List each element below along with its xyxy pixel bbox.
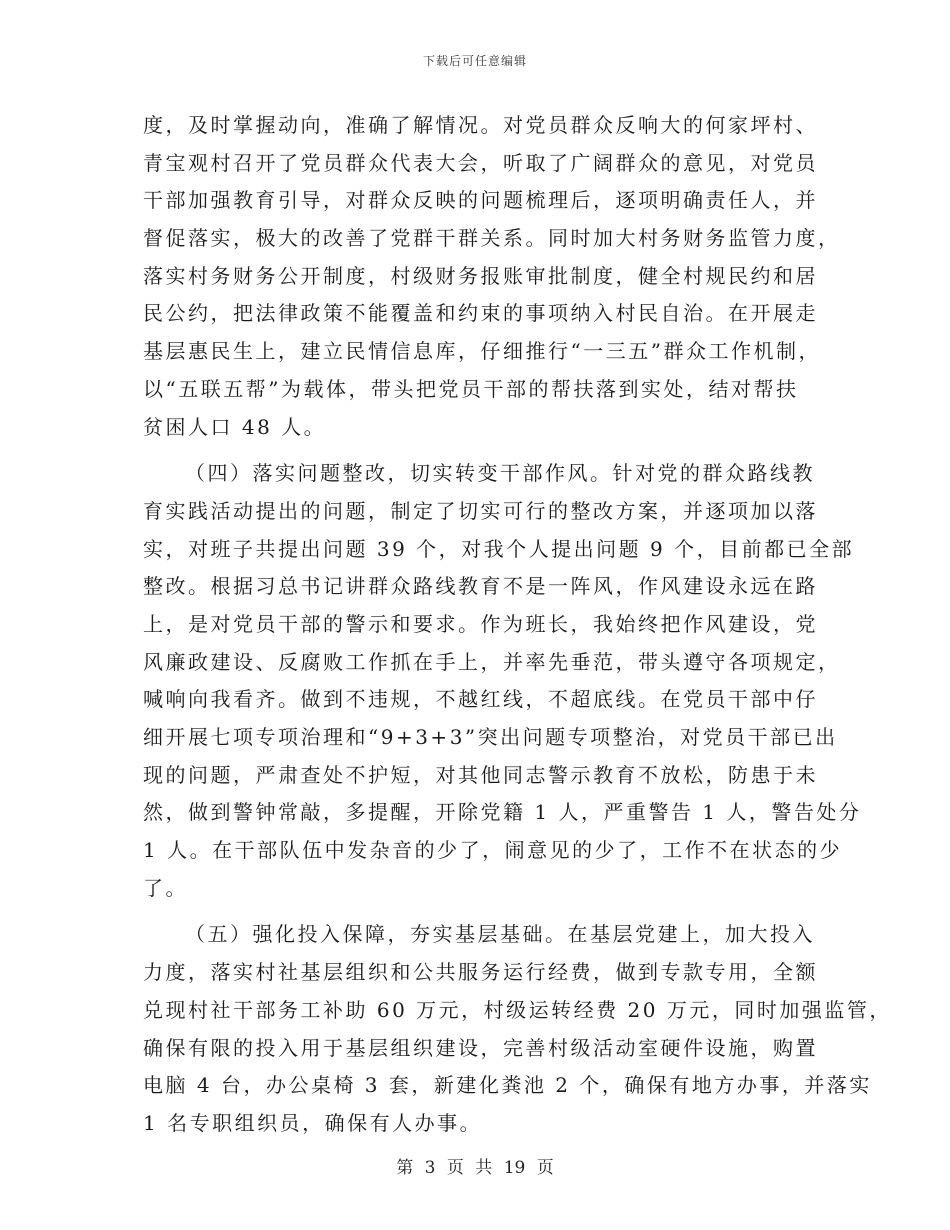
page-number-footer: 第 3 页 共 19 页 (396, 1158, 554, 1178)
text-line: 青宝观村召开了党员群众代表大会，听取了广阔群众的意见，对党员 (143, 150, 818, 175)
text-line: 度，及时掌握动向，准确了解情况。对党员群众反响大的何家坪村、 (143, 113, 818, 137)
text-line: 民公约，把法律政策不能覆盖和约束的事项纳入村民自治。在开展走 (143, 301, 818, 326)
text-line: 然，做到警钟常敲，多提醒，开除党籍 1 人，严重警告 1 人，警告处分 (143, 800, 862, 825)
paragraph (143, 107, 841, 446)
paragraph-gap (143, 907, 815, 916)
paragraph (143, 916, 892, 1142)
text-line: 落实村务财务公开制度，村级财务报账审批制度，健全村规民约和居 (143, 263, 818, 288)
paragraph-gap (143, 446, 815, 455)
text-line: （五）强化投入保障，夯实基层基础。在基层党建上，加大投入 (185, 922, 815, 947)
text-line: 督促落实，极大的改善了党群干群关系。同时加大村务财务监管力度， (143, 226, 841, 251)
document-body (143, 107, 892, 1143)
text-line: 育实践活动提出的问题，制定了切实可行的整改方案，并逐项加以落 (143, 498, 818, 523)
paragraph (143, 455, 862, 907)
text-line: 电脑 4 台，办公桌椅 3 套，新建化粪池 2 个，确保有地方办事，并落实 (143, 1073, 872, 1098)
text-line: 风廉政建设、反腐败工作抓在手上，并率先垂范，带头遵守各项规定， (143, 649, 841, 674)
text-line: 整改。根据习总书记讲群众路线教育不是一阵风，作风建设永远在路 (143, 574, 818, 599)
text-line: 1 人。在干部队伍中发杂音的少了，闹意见的少了，工作不在状态的少 (143, 838, 843, 863)
text-line: （四）落实问题整改，切实转变干部作风。针对党的群众路线教 (185, 461, 815, 486)
text-line: 实，对班子共提出问题 39 个，对我个人提出问题 9 个，目前都已全部 (143, 536, 855, 561)
text-line: 上，是对党员干部的警示和要求。作为班长，我始终把作风建设，党 (143, 611, 818, 636)
text-line: 细开展七项专项治理和“9+3+3”突出问题专项整治，对党员干部已出 (143, 725, 838, 749)
text-line: 兑现村社干部务工补助 60 万元，村级运转经费 20 万元，同时加强监管， (143, 997, 892, 1022)
text-line: 力度，落实村社基层组织和公共服务运行经费，做到专款专用，全额 (143, 960, 818, 985)
page-header-note: 下载后可任意编辑 (422, 54, 527, 68)
text-line: 确保有限的投入用于基层组织建设，完善村级活动室硬件设施，购置 (143, 1035, 818, 1060)
text-line: 基层惠民生上，建立民情信息库，仔细推行“一三五”群众工作机制， (143, 339, 821, 364)
text-line: 1 名专职组织员，确保有人办事。 (143, 1110, 483, 1135)
text-line: 以“五联五帮”为载体，带头把党员干部的帮扶落到实处，结对帮扶 (143, 376, 799, 401)
text-line: 现的问题，严肃查处不护短，对其他同志警示教育不放松，防患于未 (143, 762, 818, 787)
text-line: 干部加强教育引导，对群众反映的问题梳理后，逐项明确责任人，并 (143, 188, 818, 213)
text-line: 贫困人口 48 人。 (143, 414, 327, 439)
text-line: 喊响向我看齐。做到不违规，不越红线，不超底线。在党员干部中仔 (143, 687, 818, 712)
text-line: 了。 (143, 875, 188, 900)
